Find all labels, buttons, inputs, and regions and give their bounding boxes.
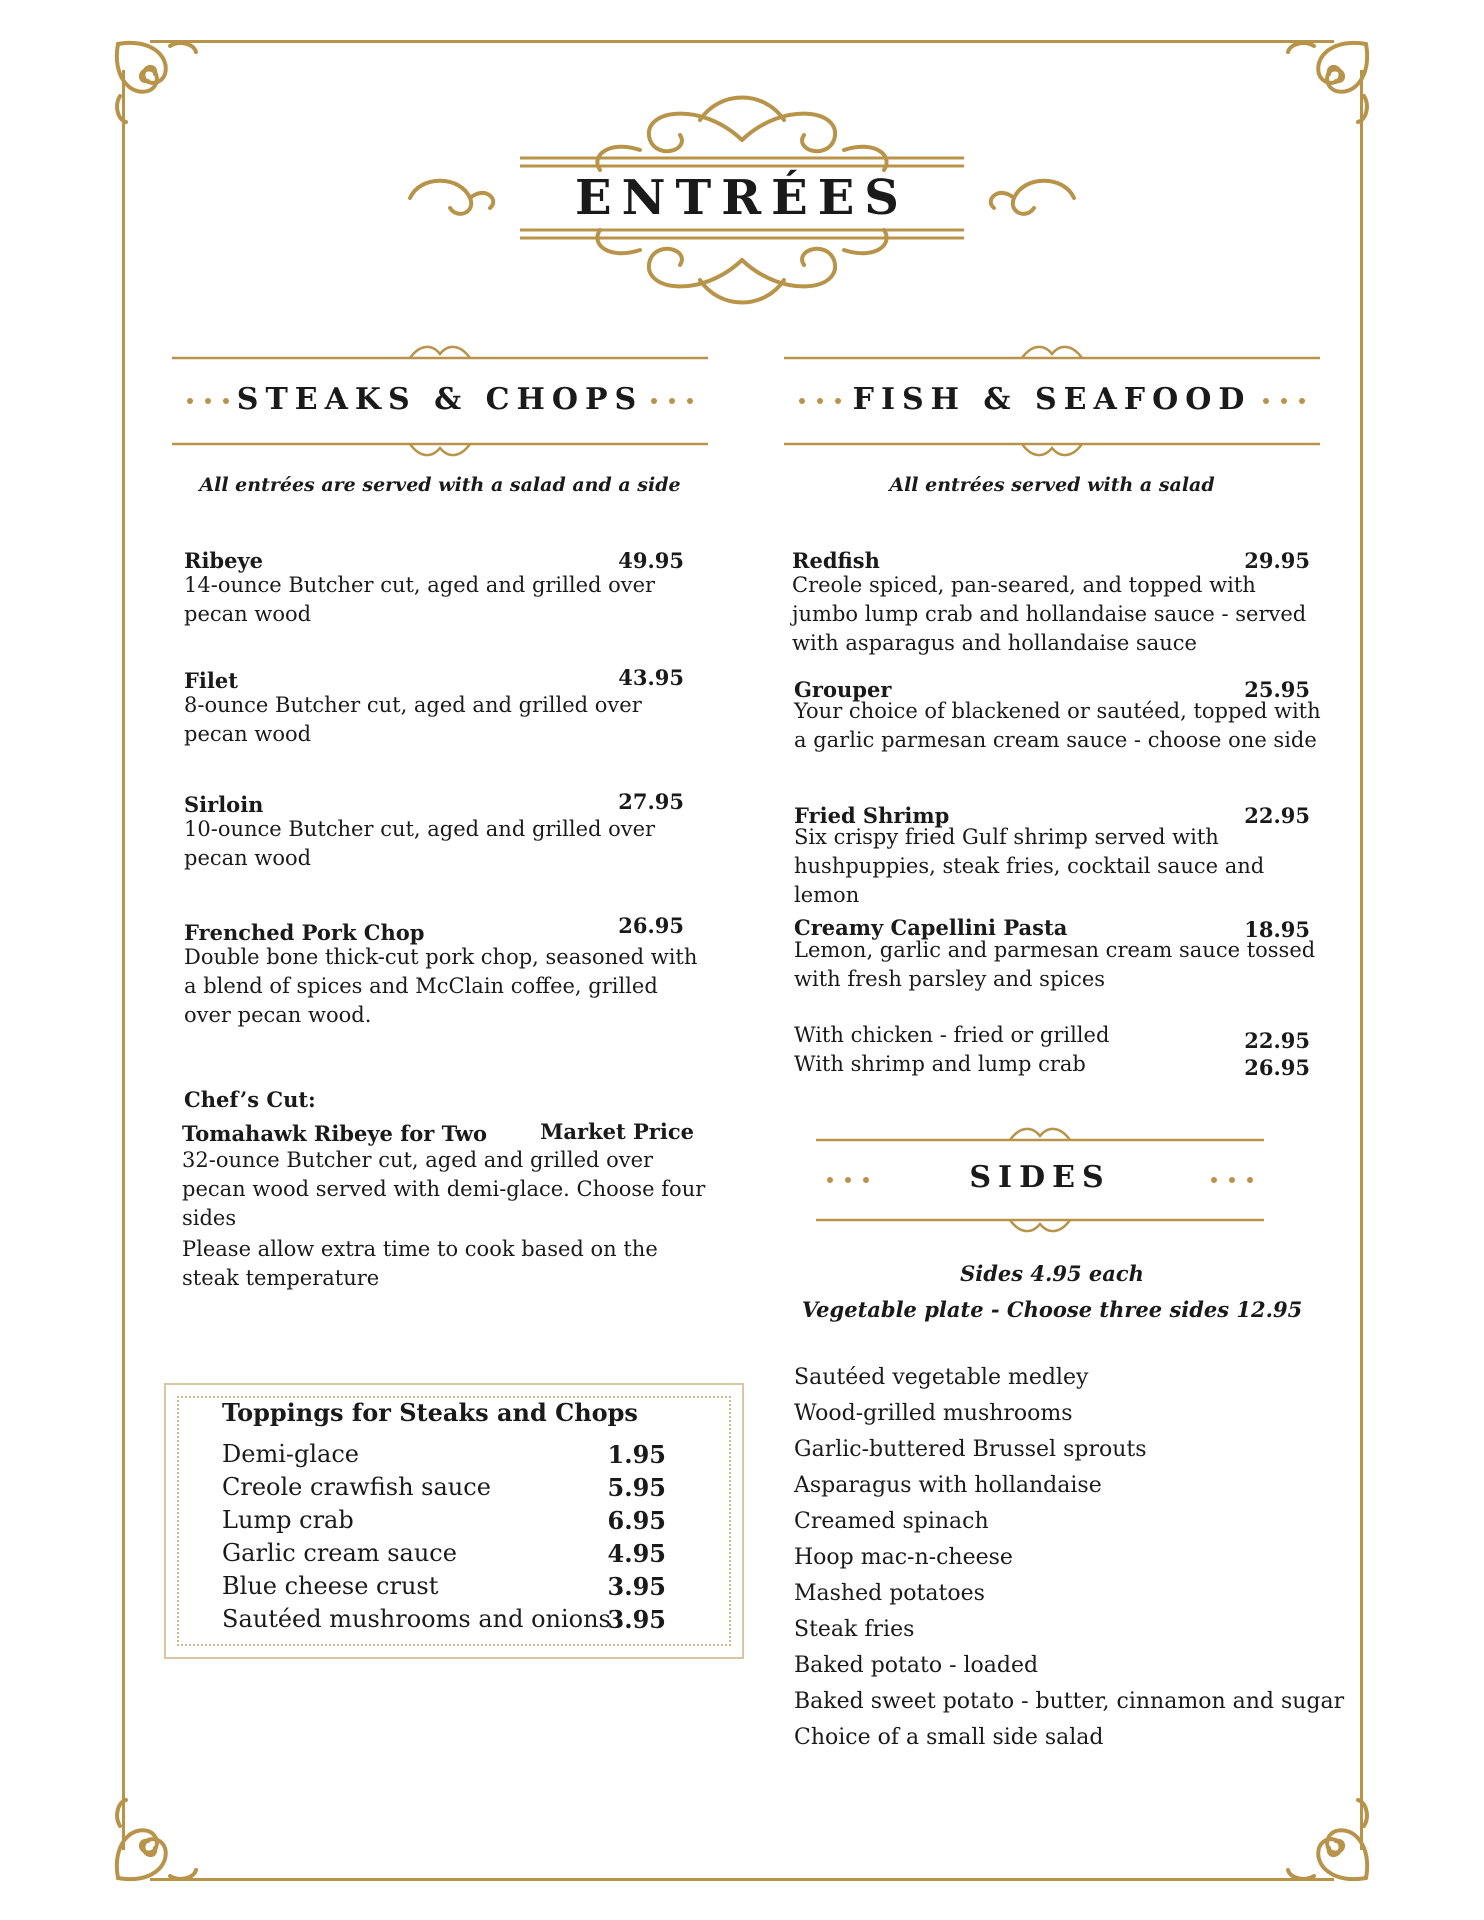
chefs-cut-label: Chef’s Cut: xyxy=(184,1087,316,1112)
seafood-section-title: FISH & SEAFOOD xyxy=(852,382,1252,417)
steak-item-desc: Double bone thick-cut pork chop, seasoned with a blend of spices and McClain coffee, grilled over pecan wood. xyxy=(184,945,698,1027)
seafood-subtitle: All entrées served with a salad xyxy=(889,474,1215,496)
steak-item-desc: 8-ounce Butcher cut, aged and grilled over pecan wood xyxy=(184,693,642,746)
seafood-item-price: 18.95 xyxy=(1244,917,1310,942)
side-item: Steak fries xyxy=(794,1617,915,1642)
pasta-addon-price: 22.95 xyxy=(1244,1028,1310,1053)
corner-ornament-top-right xyxy=(1284,36,1374,126)
steak-item-desc: 10-ounce Butcher cut, aged and grilled over pecan wood xyxy=(184,817,656,870)
topping-name: Creole crawfish sauce xyxy=(222,1473,491,1501)
side-item: Choice of a small side salad xyxy=(794,1725,1104,1750)
steak-item-price: 49.95 xyxy=(618,548,684,573)
topping-name: Garlic cream sauce xyxy=(222,1539,457,1567)
topping-name: Blue cheese crust xyxy=(222,1572,439,1600)
seafood-item-desc: Six crispy fried Gulf shrimp served with hushpuppies, steak fries, cocktail sauce and lemon xyxy=(794,825,1265,907)
topping-row xyxy=(222,1605,666,1638)
topping-price: 5.95 xyxy=(607,1473,666,1502)
chefs-cut-desc: 32-ounce Butcher cut, aged and grilled over pecan wood served with demi-glace. Choose four sides xyxy=(182,1148,706,1230)
side-item: Mashed potatoes xyxy=(794,1581,985,1606)
topping-price: 1.95 xyxy=(607,1440,666,1469)
topping-price: 3.95 xyxy=(607,1605,666,1634)
vegetable-plate-line: Vegetable plate - Choose three sides 12.95 xyxy=(801,1297,1303,1322)
pasta-addon-price: 26.95 xyxy=(1244,1055,1310,1080)
steak-item-price: 26.95 xyxy=(618,913,684,938)
side-item: Asparagus with hollandaise xyxy=(794,1473,1102,1498)
steak-item-desc: 14-ounce Butcher cut, aged and grilled over pecan wood xyxy=(184,573,656,626)
pasta-addon-name: With chicken - fried or grilled xyxy=(794,1023,1110,1047)
steaks-section-title: STEAKS & CHOPS xyxy=(236,382,644,417)
seafood-item-name: Fried Shrimp xyxy=(794,803,950,828)
frame-right-line xyxy=(1360,70,1363,1850)
seafood-item-name: Redfish xyxy=(792,548,880,573)
topping-price: 6.95 xyxy=(607,1506,666,1535)
steak-item-name: Frenched Pork Chop xyxy=(184,920,425,945)
frame-bottom-line xyxy=(150,1878,1334,1881)
seafood-item-price: 29.95 xyxy=(1244,548,1310,573)
topping-row xyxy=(222,1440,666,1473)
pasta-addon-name: With shrimp and lump crab xyxy=(794,1052,1086,1076)
seafood-item-price: 22.95 xyxy=(1244,803,1310,828)
topping-row xyxy=(222,1539,666,1572)
steak-item-name: Filet xyxy=(184,668,238,693)
side-item: Garlic-buttered Brussel sprouts xyxy=(794,1437,1147,1462)
chefs-cut-name: Tomahawk Ribeye for Two xyxy=(182,1121,488,1146)
side-item: Hoop mac-n-cheese xyxy=(794,1545,1013,1570)
seafood-item-desc: Lemon, garlic and parmesan cream sauce tossed with fresh parsley and spices xyxy=(794,938,1316,991)
seafood-item-name: Grouper xyxy=(794,677,892,702)
page-title: ENTRÉES xyxy=(575,170,909,226)
seafood-item-desc: Your choice of blackened or sautéed, topped with a garlic parmesan cream sauce - choose one side xyxy=(794,699,1321,752)
sides-price-line: Sides 4.95 each xyxy=(960,1261,1144,1286)
topping-price: 4.95 xyxy=(607,1539,666,1568)
steak-item-price: 27.95 xyxy=(618,789,684,814)
seafood-item-name: Creamy Capellini Pasta xyxy=(794,915,1068,940)
steak-cooking-note: Please allow extra time to cook based on the steak temperature xyxy=(182,1237,658,1290)
side-item: Baked potato - loaded xyxy=(794,1653,1039,1678)
topping-name: Sautéed mushrooms and onions xyxy=(222,1605,611,1633)
steaks-subtitle: All entrées are served with a salad and a side xyxy=(199,474,681,496)
chefs-cut-price: Market Price xyxy=(540,1119,694,1144)
topping-name: Lump crab xyxy=(222,1506,354,1534)
steak-item-price: 43.95 xyxy=(618,665,684,690)
side-item: Wood-grilled mushrooms xyxy=(794,1401,1073,1426)
steak-item-name: Ribeye xyxy=(184,548,264,573)
corner-ornament-top-left xyxy=(110,36,200,126)
steak-item-name: Sirloin xyxy=(184,792,264,817)
side-item: Baked sweet potato - butter, cinnamon and sugar xyxy=(794,1689,1345,1714)
side-item: Creamed spinach xyxy=(794,1509,989,1534)
frame-left-line xyxy=(122,70,125,1850)
topping-row xyxy=(222,1506,666,1539)
seafood-item-price: 25.95 xyxy=(1244,677,1310,702)
seafood-item-desc: Creole spiced, pan-seared, and topped with jumbo lump crab and hollandaise sauce - served with asparagus and hollandaise sauce xyxy=(792,573,1307,655)
topping-row xyxy=(222,1572,666,1605)
topping-row xyxy=(222,1473,666,1506)
corner-ornament-bottom-right xyxy=(1284,1796,1374,1886)
topping-name: Demi-glace xyxy=(222,1440,359,1468)
toppings-title: Toppings for Steaks and Chops xyxy=(222,1398,638,1427)
topping-price: 3.95 xyxy=(607,1572,666,1601)
side-item: Sautéed vegetable medley xyxy=(794,1365,1089,1390)
frame-top-line xyxy=(150,40,1334,43)
sides-section-title: SIDES xyxy=(969,1160,1111,1195)
corner-ornament-bottom-left xyxy=(110,1796,200,1886)
